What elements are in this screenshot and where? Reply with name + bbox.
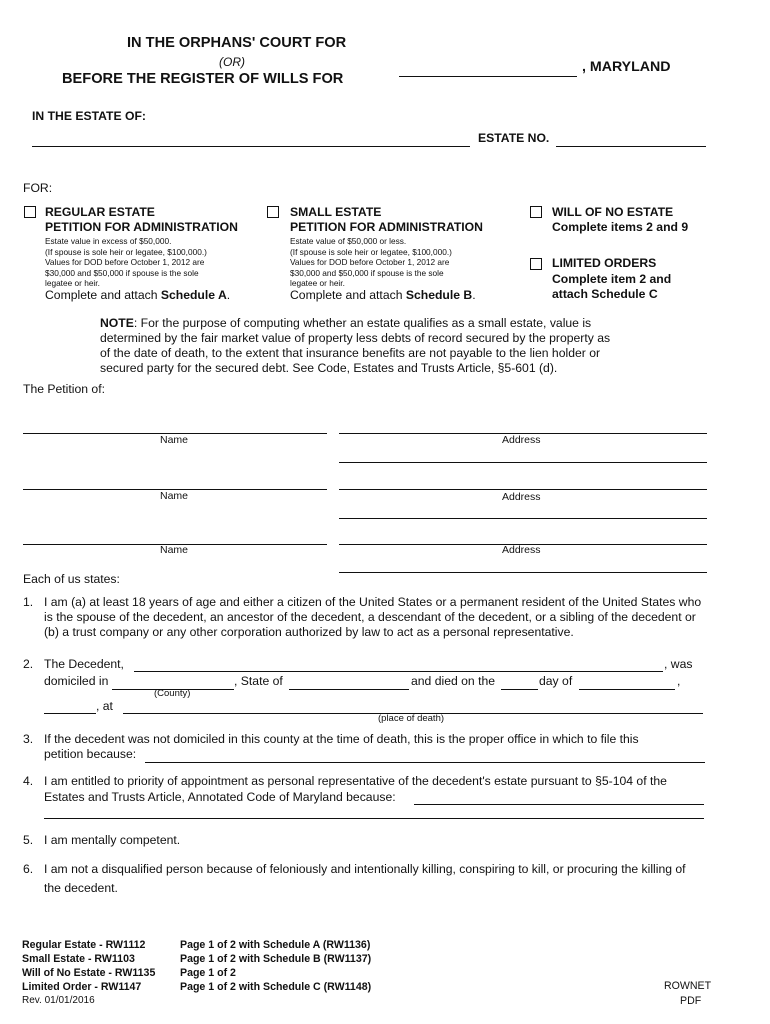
small-attach-text: Complete and attach [290,288,406,302]
footer-form-code-3: Will of No Estate - RW1135 [22,967,156,979]
priority-reason-line2[interactable] [44,818,704,819]
petitioner-1-address-line2[interactable] [339,462,707,463]
regular-attach-schedule: Schedule A [160,288,227,302]
estate-no-field[interactable] [556,146,706,147]
petitioner-1-name-label: Name [160,434,189,446]
place-of-death-caption: (place of death) [378,713,445,724]
regular-attach-text: Complete and attach [45,288,161,302]
petitioner-2-address-field[interactable] [339,489,707,490]
item-6-line1: I am not a disqualified person because of feloniously and intentionally killing, conspiring to kill, or procuring the killing of [44,862,686,876]
small-attach [290,288,476,302]
footer-form-page-1: Page 1 of 2 with Schedule A (RW1136) [180,939,371,951]
item-5-number: 5. [23,833,34,847]
at-label: , at [96,699,113,713]
limited-orders-subtitle2: attach Schedule C [552,287,658,301]
small-estate-detail: Estate value of $50,000 or less. (If spouse is sole heir or legatee, $100,000.) Values for DOD before October 1, 2012 are $30,000 and $50,000 if spouse is the sole legatee or heir. [290,236,452,289]
item-4-number: 4. [23,774,34,788]
footer-form-code-2: Small Estate - RW1103 [22,953,135,965]
footer-form-code-1: Regular Estate - RW1112 [22,939,146,951]
footer-form-code-4: Limited Order - RW1147 [22,981,142,993]
register-heading: BEFORE THE REGISTER OF WILLS FOR [62,71,344,87]
regular-estate-checkbox[interactable] [24,206,36,218]
small-estate-subtitle: PETITION FOR ADMINISTRATION [290,220,483,234]
footer-pdf: PDF [680,995,702,1007]
small-attach-schedule: Schedule B [405,288,473,302]
decedent-label: The Decedent, [44,657,124,671]
day-of-label: day of [539,674,573,688]
regular-estate-subtitle: PETITION FOR ADMINISTRATION [45,220,238,234]
estate-of-label: IN THE ESTATE OF: [32,109,146,123]
limited-orders-subtitle: Complete item 2 and [552,272,672,286]
each-states-label: Each of us states: [23,572,120,586]
small-estate-title: SMALL ESTATE [290,205,382,219]
county-caption: (County) [154,688,191,699]
note-text: : For the purpose of computing whether an estate qualifies as a small estate, value is determined by the fair market value of property less debts of record secured by the property as of the date of death, to the extent that insurance benefits are not payable to the lien holder or secured party for the secured debt. See Code, Estates and Trusts Article, §5-601 (d). [100,316,611,375]
footer-rownet: ROWNET [664,980,712,992]
item-6-line2: the decedent. [44,881,118,895]
item-2-number: 2. [23,657,34,671]
item-4-line1: I am entitled to priority of appointment as personal representative of the decedent's estate pursuant to §5-104 of the [44,774,667,788]
note-label: NOTE [100,316,134,330]
small-attach-end: . [472,288,476,302]
death-year-field[interactable] [44,713,96,714]
small-estate-checkbox[interactable] [267,206,279,218]
petitioner-3-address-line2[interactable] [339,572,707,573]
regular-attach [45,288,230,302]
item-3-line1: If the decedent was not domiciled in this county at the time of death, this is the proper office in which to file this [44,732,639,746]
item-4-line2: Estates and Trusts Article, Annotated Code of Maryland because: [44,790,396,804]
petitioner-2-name-label: Name [160,490,189,502]
no-estate-checkbox[interactable] [530,206,542,218]
state-field[interactable] [289,689,409,690]
petitioner-2-address-label: Address [502,491,541,503]
footer-form-page-4: Page 1 of 2 with Schedule C (RW1148) [180,981,372,993]
regular-estate-title: REGULAR ESTATE [45,205,155,219]
was-label: , was [664,657,693,671]
petition-of-label: The Petition of: [23,382,105,396]
petitioner-1-address-label: Address [502,434,541,446]
regular-attach-end: . [226,288,231,302]
for-label: FOR: [23,181,53,195]
limited-orders-title: LIMITED ORDERS [552,256,657,270]
state-of-label: , State of [234,674,283,688]
court-heading: IN THE ORPHANS' COURT FOR [127,35,347,51]
no-estate-subtitle: Complete items 2 and 9 [552,220,689,234]
item-1-number: 1. [23,595,34,609]
item-3-number: 3. [23,732,34,746]
item-1-text: I am (a) at least 18 years of age and either a citizen of the United States or a permanent resident of the United States who is the spouse of the decedent, an ancestor of the decedent, a descendant of the decedent, or a sibling of the decedent or (b) a trust company or any other corporation authorized by law to act as a personal representative. [44,595,702,639]
death-day-field[interactable] [501,689,538,690]
item-6-number: 6. [23,862,34,876]
note-paragraph [100,316,620,376]
regular-estate-detail: Estate value in excess of $50,000. (If spouse is sole heir or legatee, $100,000.) Values for DOD before October 1, 2012 are $30,000 and $50,000 if spouse is the sole legatee or heir. [45,236,207,289]
maryland-label: , MARYLAND [582,59,671,75]
item-3-line2: petition because: [44,747,137,761]
died-on-label: and died on the [411,674,496,688]
limited-orders-checkbox[interactable] [530,258,542,270]
footer-form-page-2: Page 1 of 2 with Schedule B (RW1137) [180,953,372,965]
no-estate-title: WILL OF NO ESTATE [552,205,674,219]
petitioner-2-address-line2[interactable] [339,518,707,519]
decedent-name-field[interactable] [134,671,663,672]
footer-form-page-3: Page 1 of 2 [180,967,236,979]
domiciled-label: domiciled in [44,674,109,688]
date-comma: , [677,674,681,688]
petitioner-3-address-label: Address [502,544,541,556]
item-5-text: I am mentally competent. [44,833,181,847]
priority-reason-field[interactable] [414,804,704,805]
estate-name-field[interactable] [32,146,470,147]
or-label: (OR) [219,55,245,69]
petitioner-3-name-label: Name [160,544,189,556]
estate-no-label: ESTATE NO. [478,131,550,145]
death-month-field[interactable] [579,689,675,690]
county-field[interactable] [399,76,577,77]
footer-rev: Rev. 01/01/2016 [22,995,95,1006]
proper-office-field[interactable] [145,762,705,763]
